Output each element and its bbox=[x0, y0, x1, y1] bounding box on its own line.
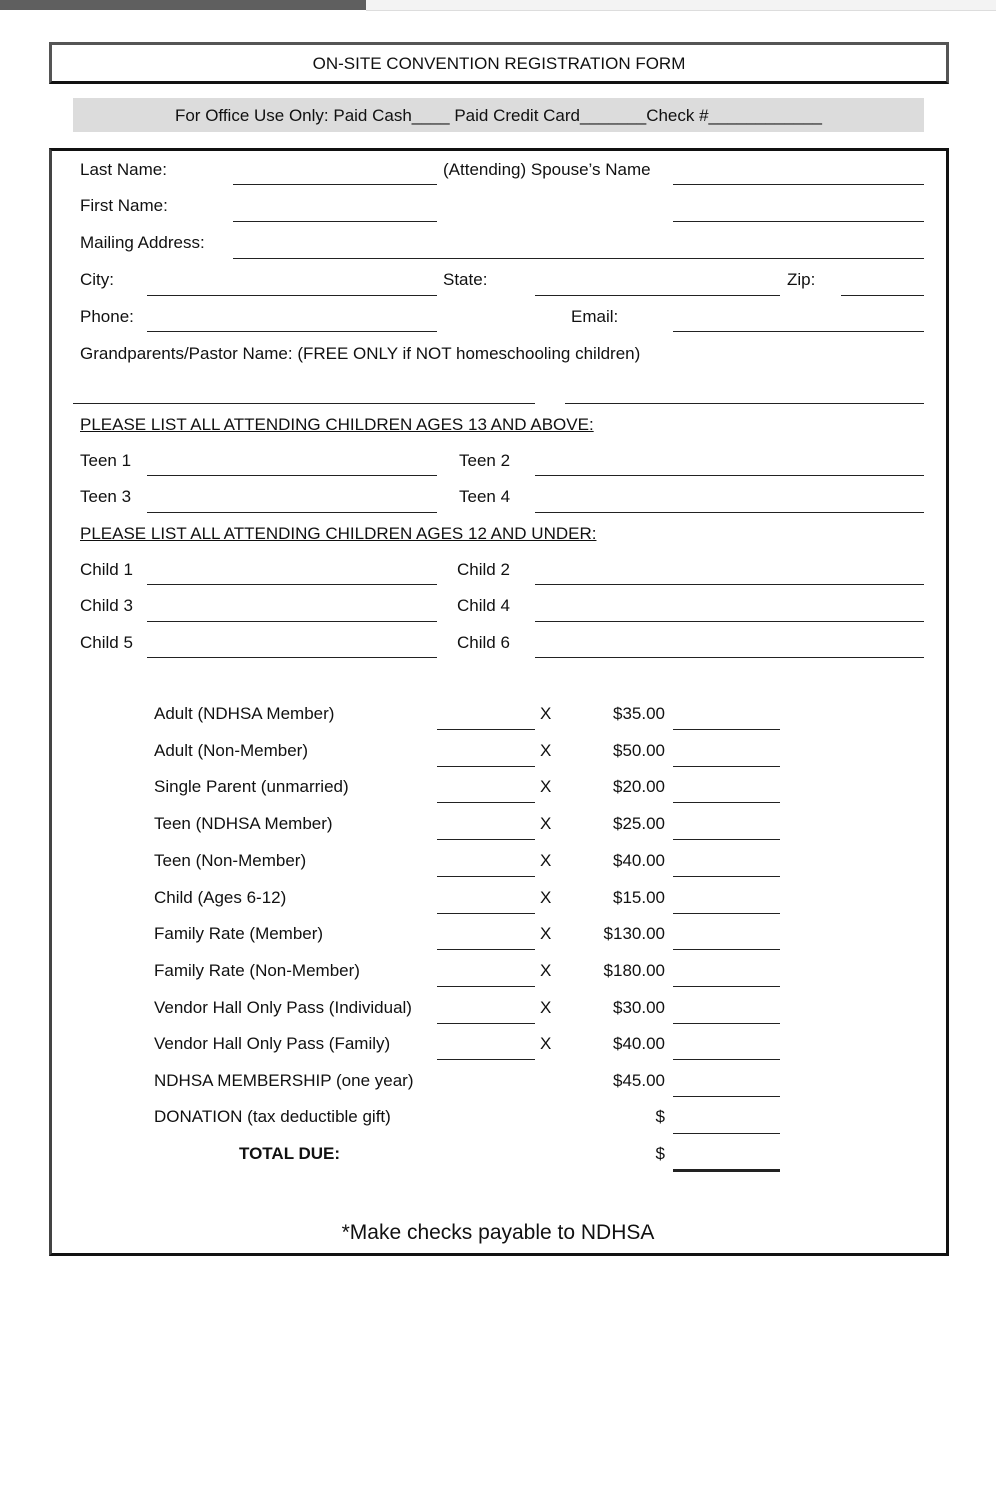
price-row-price: $15.00 bbox=[613, 888, 665, 907]
spouse-name-field[interactable] bbox=[673, 184, 924, 185]
membership-price: $45.00 bbox=[613, 1071, 665, 1090]
teen-3-field[interactable] bbox=[147, 512, 437, 513]
city-label: City: bbox=[80, 270, 114, 289]
price-row-amount-field[interactable] bbox=[673, 839, 780, 840]
grandparents-label: Grandparents/Pastor Name: (FREE ONLY if NOT homeschooling children) bbox=[80, 344, 641, 363]
price-row-quantity-field[interactable] bbox=[437, 1023, 535, 1024]
child-4-label: Child 4 bbox=[457, 596, 510, 615]
price-row-price: $30.00 bbox=[613, 998, 665, 1017]
spouse-first-name-field[interactable] bbox=[673, 221, 924, 222]
child-6-label: Child 6 bbox=[457, 633, 510, 652]
price-row-label: Vendor Hall Only Pass (Individual) bbox=[154, 998, 412, 1017]
price-row-quantity-field[interactable] bbox=[437, 949, 535, 950]
child-6-field[interactable] bbox=[535, 657, 924, 658]
teen-2-label: Teen 2 bbox=[459, 451, 511, 470]
footer-note: *Make checks payable to NDHSA bbox=[341, 1221, 655, 1244]
price-row-multiplier: X bbox=[540, 888, 552, 907]
price-row-amount-field[interactable] bbox=[673, 1023, 780, 1024]
price-row-amount-field[interactable] bbox=[673, 802, 780, 803]
price-row-label: Child (Ages 6-12) bbox=[154, 888, 287, 907]
price-row-multiplier: X bbox=[540, 741, 552, 760]
price-row-price: $35.00 bbox=[613, 704, 665, 723]
price-row-price: $25.00 bbox=[613, 814, 665, 833]
child-5-label: Child 5 bbox=[80, 633, 133, 652]
membership-label: NDHSA MEMBERSHIP (one year) bbox=[154, 1071, 414, 1090]
price-row-price: $20.00 bbox=[613, 777, 665, 796]
price-row-label: Teen (Non-Member) bbox=[154, 851, 307, 870]
first-name-field[interactable] bbox=[233, 221, 437, 222]
teen-4-label: Teen 4 bbox=[459, 487, 511, 506]
grandparents-field-1[interactable] bbox=[73, 403, 535, 404]
state-field[interactable] bbox=[535, 295, 780, 296]
grandparents-field-2[interactable] bbox=[565, 403, 924, 404]
office-use-banner: For Office Use Only: Paid Cash____ Paid Credit Card_______Check #____________ bbox=[73, 98, 924, 132]
price-row-multiplier: X bbox=[540, 998, 552, 1017]
price-row-multiplier: X bbox=[540, 1034, 552, 1053]
form-title: ON-SITE CONVENTION REGISTRATION FORM bbox=[49, 42, 949, 84]
price-row-price: $40.00 bbox=[613, 851, 665, 870]
price-row-label: Vendor Hall Only Pass (Family) bbox=[154, 1034, 391, 1053]
price-row-quantity-field[interactable] bbox=[437, 839, 535, 840]
last-name-label: Last Name: bbox=[80, 160, 167, 179]
teen-3-label: Teen 3 bbox=[80, 487, 132, 506]
price-row-multiplier: X bbox=[540, 704, 552, 723]
price-row-price: $180.00 bbox=[603, 961, 665, 980]
price-row-price: $130.00 bbox=[603, 924, 665, 943]
price-row-label: Family Rate (Member) bbox=[154, 924, 324, 943]
price-row-label: Teen (NDHSA Member) bbox=[154, 814, 333, 833]
child-4-field[interactable] bbox=[535, 621, 924, 622]
price-row-price: $50.00 bbox=[613, 741, 665, 760]
price-row-amount-field[interactable] bbox=[673, 986, 780, 987]
state-label: State: bbox=[443, 270, 488, 289]
price-row-price: $40.00 bbox=[613, 1034, 665, 1053]
child-1-label: Child 1 bbox=[80, 560, 133, 579]
donation-symbol: $ bbox=[655, 1107, 665, 1126]
total-symbol: $ bbox=[655, 1144, 665, 1163]
price-row-multiplier: X bbox=[540, 961, 552, 980]
teen-1-field[interactable] bbox=[147, 475, 437, 476]
mailing-address-field[interactable] bbox=[233, 258, 924, 259]
email-field[interactable] bbox=[673, 331, 924, 332]
price-row-amount-field[interactable] bbox=[673, 766, 780, 767]
price-row-multiplier: X bbox=[540, 777, 552, 796]
price-row-multiplier: X bbox=[540, 814, 552, 833]
spouse-name-label: (Attending) Spouse’s Name bbox=[443, 160, 651, 179]
teen-4-field[interactable] bbox=[535, 512, 924, 513]
total-due-label: TOTAL DUE: bbox=[239, 1144, 341, 1163]
child-3-label: Child 3 bbox=[80, 596, 133, 615]
teen-1-label: Teen 1 bbox=[80, 451, 132, 470]
price-row-quantity-field[interactable] bbox=[437, 802, 535, 803]
price-row-quantity-field[interactable] bbox=[437, 729, 535, 730]
teen-2-field[interactable] bbox=[535, 475, 924, 476]
child-1-field[interactable] bbox=[147, 584, 437, 585]
membership-amount-field[interactable] bbox=[673, 1096, 780, 1097]
price-row-label: Adult (Non-Member) bbox=[154, 741, 308, 760]
price-row-quantity-field[interactable] bbox=[437, 876, 535, 877]
email-label: Email: bbox=[571, 307, 619, 326]
zip-field[interactable] bbox=[841, 295, 924, 296]
top-bar-dark bbox=[0, 0, 366, 10]
city-field[interactable] bbox=[147, 295, 437, 296]
child-3-field[interactable] bbox=[147, 621, 437, 622]
price-row-quantity-field[interactable] bbox=[437, 1059, 535, 1060]
price-row-amount-field[interactable] bbox=[673, 729, 780, 730]
price-row-amount-field[interactable] bbox=[673, 913, 780, 914]
phone-field[interactable] bbox=[147, 331, 437, 332]
first-name-label: First Name: bbox=[80, 196, 168, 215]
donation-amount-field[interactable] bbox=[673, 1133, 780, 1134]
mailing-address-label: Mailing Address: bbox=[80, 233, 205, 252]
total-amount-field[interactable] bbox=[673, 1169, 780, 1172]
price-row-label: Family Rate (Non-Member) bbox=[154, 961, 360, 980]
teens-heading: PLEASE LIST ALL ATTENDING CHILDREN AGES 13 AND ABOVE: bbox=[80, 415, 594, 434]
price-row-amount-field[interactable] bbox=[673, 1059, 780, 1060]
top-bar-light bbox=[366, 0, 996, 11]
price-row-quantity-field[interactable] bbox=[437, 913, 535, 914]
child-2-label: Child 2 bbox=[457, 560, 510, 579]
price-row-label: Adult (NDHSA Member) bbox=[154, 704, 335, 723]
price-row-label: Single Parent (unmarried) bbox=[154, 777, 349, 796]
price-row-quantity-field[interactable] bbox=[437, 766, 535, 767]
price-row-amount-field[interactable] bbox=[673, 949, 780, 950]
child-5-field[interactable] bbox=[147, 657, 437, 658]
price-row-quantity-field[interactable] bbox=[437, 986, 535, 987]
donation-label: DONATION (tax deductible gift) bbox=[154, 1107, 391, 1126]
price-row-amount-field[interactable] bbox=[673, 876, 780, 877]
last-name-field[interactable] bbox=[233, 184, 437, 185]
children-heading: PLEASE LIST ALL ATTENDING CHILDREN AGES 12 AND UNDER: bbox=[80, 524, 597, 543]
zip-label: Zip: bbox=[787, 270, 816, 289]
phone-label: Phone: bbox=[80, 307, 134, 326]
price-row-multiplier: X bbox=[540, 851, 552, 870]
price-row-multiplier: X bbox=[540, 924, 552, 943]
child-2-field[interactable] bbox=[535, 584, 924, 585]
